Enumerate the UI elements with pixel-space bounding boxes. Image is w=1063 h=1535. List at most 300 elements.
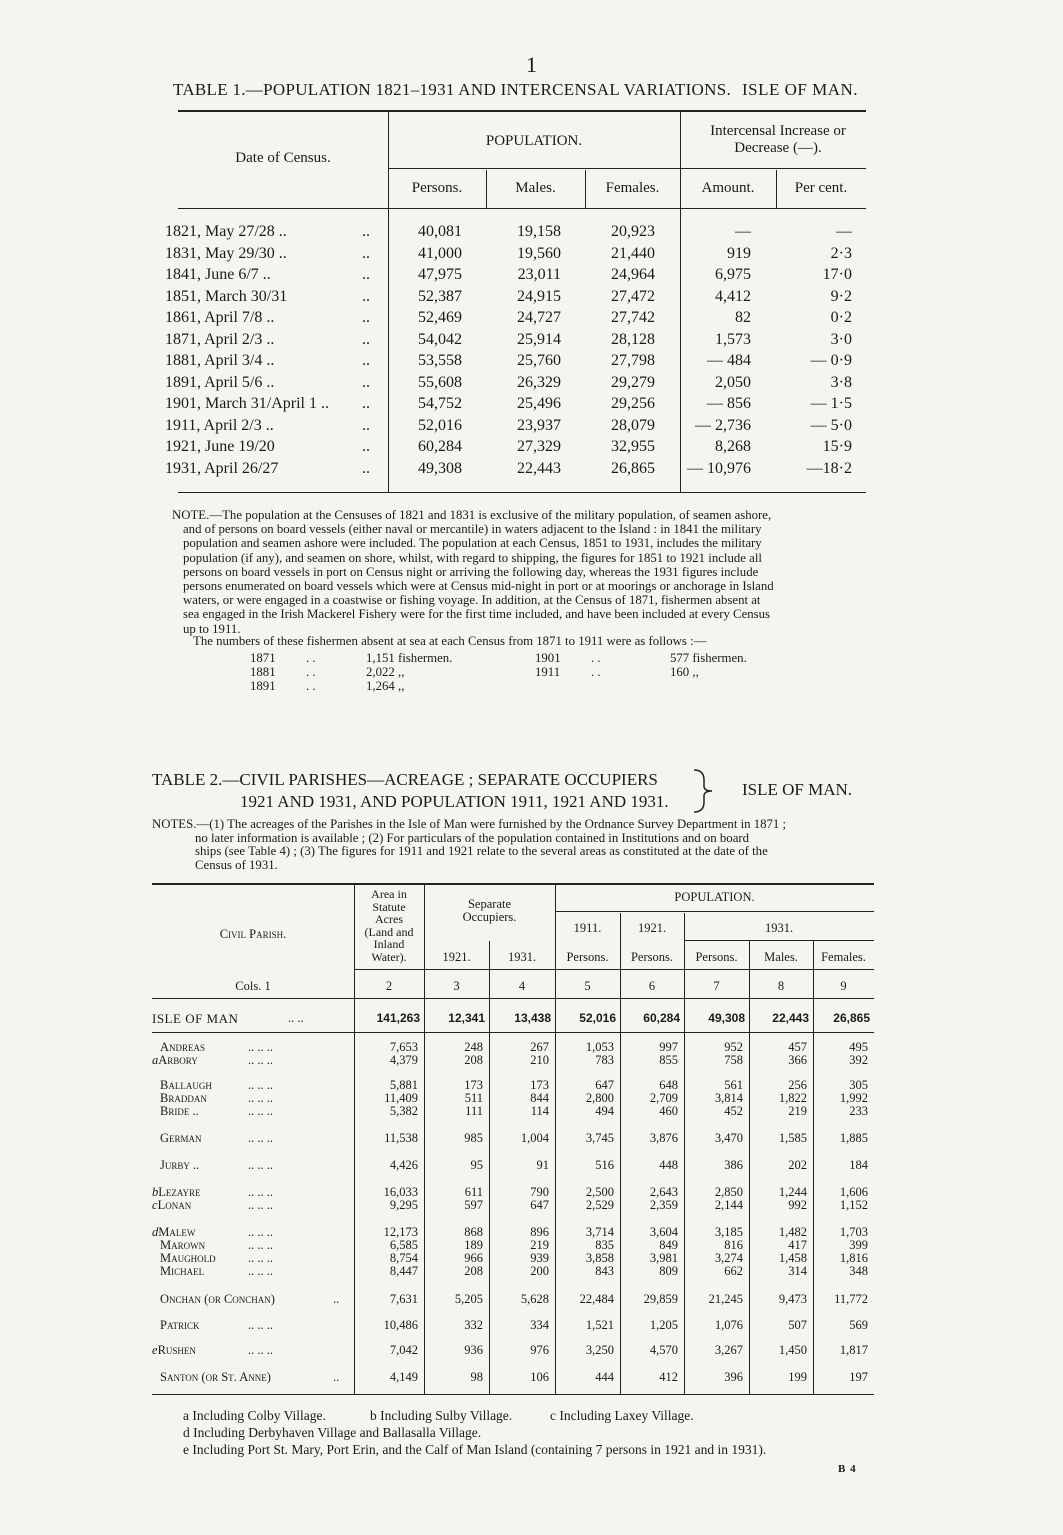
table1-cell: 919 xyxy=(727,244,751,262)
table2-cell: 966 xyxy=(464,1251,483,1265)
leader-dots: .. xyxy=(362,352,370,369)
table2-cell: 29,859 xyxy=(643,1292,678,1306)
table2-cell: 452 xyxy=(724,1104,743,1118)
table2-cell: 1,992 xyxy=(839,1091,868,1105)
table1-cell: — 484 xyxy=(707,352,751,369)
table2-cell: 1,458 xyxy=(778,1251,807,1265)
col-number: 7 xyxy=(713,979,720,993)
note-line: waters, or were engaged in a coastwise or fishing voyage. In addition, at the Census of 1871, fishermen absent at xyxy=(183,593,761,608)
table2-top-rule xyxy=(152,883,874,885)
leader-dots: .. xyxy=(362,438,370,455)
table2-cell: 1,053 xyxy=(585,1040,614,1054)
total-cell: 22,443 xyxy=(772,1011,809,1025)
table1-cell: 24,915 xyxy=(517,287,561,305)
table2-cell: 111 xyxy=(465,1104,483,1118)
table2-cell: 2,643 xyxy=(649,1185,678,1199)
table2-cell: 1,585 xyxy=(778,1131,807,1145)
note-line: NOTE.—The population at the Censuses of 1821 and 1831 is exclusive of the military population, of seamen ashore, xyxy=(172,508,772,522)
table2-cell: 444 xyxy=(595,1370,614,1384)
table2-cell: 494 xyxy=(595,1104,614,1118)
leader-dots: .. .. .. xyxy=(248,1053,273,1067)
table2-title-line2: 1921 AND 1931, AND POPULATION 1911, 1921 AND 1931. xyxy=(240,792,669,811)
notes-line: no later information is available ; (2) For particulars of the population contained in Institutions and on board xyxy=(195,830,750,845)
footnote-marker: b xyxy=(152,1185,159,1199)
table2-cell: 5,382 xyxy=(389,1104,418,1118)
leader-dots: .. .. .. xyxy=(248,1318,273,1332)
table2-cell: 868 xyxy=(464,1225,483,1239)
leader-dots: .. .. .. xyxy=(248,1343,273,1357)
table2-header-parish: Civil Parish. xyxy=(219,927,287,941)
table2-cell: 507 xyxy=(788,1318,807,1332)
table1-cell: 20,923 xyxy=(611,223,655,240)
table2-cell: 516 xyxy=(595,1158,614,1172)
parish-name: Michael xyxy=(160,1264,205,1278)
leader-dots: .. xyxy=(362,373,370,391)
table1-cell: 3·8 xyxy=(830,373,852,391)
table2-rule xyxy=(152,998,874,999)
fishermen-year: 1881 xyxy=(250,665,276,679)
leader-dots: .. .. .. xyxy=(248,1040,273,1054)
table2-cell: 662 xyxy=(724,1264,743,1278)
census-date: 1881, April 3/4 .. xyxy=(165,352,275,369)
note-line: and of persons on board vessels (either naval or mercantile) in waters adjacent to the Island : in 1841 the military xyxy=(183,522,762,537)
table1-cell: 22,443 xyxy=(517,459,561,477)
table2-cell: 11,409 xyxy=(384,1091,418,1105)
leader-dots: .. .. .. xyxy=(248,1198,273,1212)
table1-cell: 29,256 xyxy=(611,395,655,412)
total-cell: 12,341 xyxy=(448,1011,485,1025)
table1-cell: — 2,736 xyxy=(695,416,751,434)
table2-cell: 3,185 xyxy=(714,1225,743,1239)
col-number: 2 xyxy=(385,979,393,993)
table1-header-rule xyxy=(178,208,866,209)
table1-header-males: Males. xyxy=(515,180,556,196)
table1-header-population: POPULATION. xyxy=(485,133,583,149)
col-number: 3 xyxy=(453,979,460,993)
table2-cell: 22,484 xyxy=(579,1292,614,1306)
table1-cell: 1,573 xyxy=(715,330,751,348)
table1-cell: 47,975 xyxy=(418,266,462,283)
table2-cell: 3,274 xyxy=(714,1251,743,1265)
table2-cell: 992 xyxy=(788,1198,807,1212)
table1-cell: — 0·9 xyxy=(810,352,852,369)
table1-cell: 40,081 xyxy=(418,223,462,240)
table2-header-persons-1921: Persons. xyxy=(630,950,674,964)
footnote-a: a Including Colby Village. xyxy=(183,1408,326,1423)
table2-cell: 985 xyxy=(464,1131,483,1145)
table2-cell: 173 xyxy=(530,1078,549,1092)
table2-cell: 1,076 xyxy=(714,1318,743,1332)
table1-cell: 25,914 xyxy=(517,330,561,348)
parish-name: Braddan xyxy=(160,1091,207,1105)
leader-dots: .. xyxy=(362,395,370,412)
table2-cell: 1,152 xyxy=(839,1198,868,1212)
table2-rule xyxy=(684,940,874,941)
table2-cell: 91 xyxy=(536,1158,549,1172)
leader-dots: .. .. .. xyxy=(248,1238,273,1252)
total-cell: 13,438 xyxy=(514,1011,551,1025)
table1-cell: — xyxy=(735,223,751,240)
parish-name: Andreas xyxy=(160,1040,206,1054)
table1-cell: 52,387 xyxy=(418,287,462,305)
table2-cell: 1,606 xyxy=(839,1185,868,1199)
page-number: 1 xyxy=(526,52,537,77)
parish-label: Malew xyxy=(158,1225,196,1239)
table2-cell: 197 xyxy=(849,1370,868,1384)
table2-cell: 202 xyxy=(788,1158,807,1172)
parish-label: Arbory xyxy=(158,1053,198,1067)
fishermen-year: 1871 xyxy=(250,651,276,665)
table1-cell: 54,042 xyxy=(418,330,462,348)
leader-dots: . . xyxy=(591,651,601,665)
parish-name: Santon (or St. Anne) xyxy=(160,1370,271,1384)
table2-cell: 9,295 xyxy=(389,1198,418,1212)
table2-cell: 790 xyxy=(530,1185,549,1199)
leader-dots: .. .. .. xyxy=(248,1158,273,1172)
leader-dots: .. xyxy=(333,1370,340,1384)
table2-cell: 95 xyxy=(470,1158,483,1172)
table2-cell: 561 xyxy=(724,1078,743,1092)
parish-name xyxy=(152,1053,198,1068)
total-cell: 141,263 xyxy=(376,1011,420,1025)
table2-cell: 1,205 xyxy=(649,1318,678,1332)
table2-cell: 648 xyxy=(659,1078,678,1092)
census-date: 1821, May 27/28 .. xyxy=(165,223,287,240)
table1-cell: 21,440 xyxy=(611,244,655,262)
total-cell: 26,865 xyxy=(833,1011,870,1025)
table2-cell: 809 xyxy=(659,1264,678,1278)
table2-cell: 3,876 xyxy=(649,1131,678,1145)
table1-cell: 2·3 xyxy=(830,244,852,262)
table2-cell: 6,585 xyxy=(389,1238,418,1252)
leader-dots: .. .. .. xyxy=(248,1131,273,1145)
fishermen-intro: The numbers of these fishermen absent at sea at each Census from 1871 to 1911 were as follows :— xyxy=(193,634,707,648)
table2-cell: 11,538 xyxy=(384,1131,418,1145)
table2-cell: 392 xyxy=(849,1053,868,1067)
table2-cell: 208 xyxy=(464,1264,483,1278)
table1-cell: — 10,976 xyxy=(687,459,751,477)
parish-name: German xyxy=(160,1131,202,1145)
table1-cell: 53,558 xyxy=(418,352,462,369)
table2-cell: 5,881 xyxy=(389,1078,418,1092)
parish-label: Lezayre xyxy=(158,1185,201,1199)
table2-cell: 1,482 xyxy=(778,1225,807,1239)
table2-cell: 248 xyxy=(464,1040,483,1054)
note-line: sea engaged in the Irish Mackerel Fishery were for the first time included, and have been included at every Census xyxy=(183,607,771,622)
table1-cell: 24,964 xyxy=(611,266,655,283)
table2-header-1911: 1911. xyxy=(573,921,602,935)
table2-cell: 8,754 xyxy=(389,1251,418,1265)
leader-dots: .. xyxy=(362,416,370,434)
table2-rule xyxy=(354,969,874,970)
table2-cell: 647 xyxy=(595,1078,614,1092)
area-header-line: Area in xyxy=(371,887,407,901)
leader-dots: . . xyxy=(306,665,316,679)
printer-signature: B 4 xyxy=(838,1463,857,1475)
table2-cell: 896 xyxy=(530,1225,549,1239)
leader-dots: .. .. .. xyxy=(248,1091,273,1105)
table2-cell: 976 xyxy=(530,1343,549,1357)
table1-cell: 23,011 xyxy=(517,266,561,283)
table2-cell: 334 xyxy=(530,1318,549,1332)
table2-header-occ-1931: 1931. xyxy=(507,950,537,964)
table2-cell: 21,245 xyxy=(708,1292,743,1306)
table2-cell: 399 xyxy=(849,1238,868,1252)
table2-cell: 7,631 xyxy=(389,1292,418,1306)
parish-name xyxy=(152,1198,191,1213)
table2-cell: 184 xyxy=(849,1158,868,1172)
parish-name: Ballaugh xyxy=(160,1078,212,1092)
leader-dots: .. .. .. xyxy=(248,1225,273,1239)
table2-cell: 855 xyxy=(659,1053,678,1067)
table2-cell: 3,858 xyxy=(585,1251,614,1265)
col-number: Cols. 1 xyxy=(235,979,271,993)
leader-dots: .. .. .. xyxy=(248,1264,273,1278)
leader-dots: .. .. .. xyxy=(248,1251,273,1265)
table2-cell: 314 xyxy=(788,1264,807,1278)
parish-name: Bride .. xyxy=(160,1104,199,1118)
table2-header-1931: 1931. xyxy=(764,921,794,935)
census-date: 1861, April 7/8 .. xyxy=(165,309,275,326)
leader-dots: .. xyxy=(362,287,370,305)
table2-cell: 5,628 xyxy=(520,1292,549,1306)
table2-cell: 936 xyxy=(464,1343,483,1357)
table2-cell: 386 xyxy=(724,1158,743,1172)
table2-cell: 219 xyxy=(788,1104,807,1118)
table2-bottom-rule xyxy=(152,1394,874,1395)
leader-dots: .. xyxy=(362,309,370,326)
table2-cell: 396 xyxy=(724,1370,743,1384)
table2-header-females: Females. xyxy=(821,950,866,964)
census-date: 1871, April 2/3 .. xyxy=(165,330,275,348)
area-header-line: Inland xyxy=(373,937,405,951)
fishermen-count: 577 fishermen. xyxy=(670,651,747,665)
fishermen-year: 1901 xyxy=(535,651,561,665)
parish-label: Lonan xyxy=(157,1198,192,1212)
table2-cell: 200 xyxy=(530,1264,549,1278)
table2-cell: 2,500 xyxy=(585,1185,614,1199)
table1-cell: 3·0 xyxy=(830,330,852,348)
table1-cell: 17·0 xyxy=(822,266,852,283)
table2-cell: 7,653 xyxy=(389,1040,418,1054)
table2-cell: 7,042 xyxy=(389,1343,418,1357)
table2-cell: 210 xyxy=(530,1053,549,1067)
table2-rule xyxy=(152,1032,874,1033)
table1-cell: 9·2 xyxy=(830,287,852,305)
footnote-c: c Including Laxey Village. xyxy=(550,1408,694,1423)
table2-header-occ-1921: 1921. xyxy=(442,950,471,964)
census-date: 1901, March 31/April 1 .. xyxy=(165,395,329,412)
table2-cell: 256 xyxy=(788,1078,807,1092)
table1-title: TABLE 1.—POPULATION 1821–1931 AND INTERCENSAL VARIATIONS. xyxy=(173,80,732,99)
table2-cell: 2,850 xyxy=(714,1185,743,1199)
table1-cell: 82 xyxy=(735,309,751,326)
table2-cell: 1,822 xyxy=(778,1091,807,1105)
col-number: 5 xyxy=(584,979,591,993)
footnote-e: e Including Port St. Mary, Port Erin, and the Calf of Man Island (containing 7 persons in 1921 and in 1931). xyxy=(183,1442,767,1457)
leader-dots: .. .. .. xyxy=(248,1185,273,1199)
table1-cell: 32,955 xyxy=(611,438,655,455)
parish-name: Jurby .. xyxy=(160,1158,200,1172)
table1-header-amount: Amount. xyxy=(701,180,755,196)
table2-cell: 849 xyxy=(659,1238,678,1252)
table2-cell: 98 xyxy=(470,1370,483,1384)
leader-dots: .. .. .. xyxy=(248,1104,273,1118)
leader-dots: . . xyxy=(306,651,316,665)
table1-cell: 55,608 xyxy=(418,373,462,391)
table2-rule xyxy=(555,911,874,912)
fishermen-count: 1,264 ,, xyxy=(366,679,405,693)
table2-header-occupiers-1: Separate xyxy=(467,897,512,911)
table2-cell: 460 xyxy=(659,1104,678,1118)
table1-cell: 28,079 xyxy=(611,416,655,434)
table2-cell: 3,981 xyxy=(649,1251,678,1265)
fishermen-count: 160 ,, xyxy=(670,665,699,679)
notes-line: ships (see Table 4) ; (3) The figures for 1911 and 1921 relate to the several areas as constituted at the date of the xyxy=(195,844,768,858)
table1-header-percent: Per cent. xyxy=(794,180,848,196)
area-header-line: Water). xyxy=(371,949,407,964)
parish-name xyxy=(152,1343,196,1358)
table1-subheader-rule xyxy=(388,168,866,169)
table2-cell: 495 xyxy=(849,1040,868,1054)
leader-dots: .. xyxy=(362,459,370,477)
leader-dots: .. xyxy=(362,266,370,283)
table2-cell: 4,149 xyxy=(389,1370,418,1384)
table2-cell: 3,470 xyxy=(714,1131,743,1145)
fishermen-count: 1,151 fishermen. xyxy=(366,651,453,665)
total-cell: 49,308 xyxy=(708,1011,745,1025)
table1-header-females: Females. xyxy=(605,180,660,196)
total-cell: 52,016 xyxy=(579,1011,616,1025)
table2-cell: 348 xyxy=(849,1264,868,1278)
table1-bottom-rule xyxy=(178,492,866,493)
table1-cell: 25,760 xyxy=(517,352,561,369)
table2-cell: 783 xyxy=(595,1053,614,1067)
parish-name: Patrick xyxy=(160,1318,200,1332)
brace-icon xyxy=(688,768,718,814)
table2-cell: 3,604 xyxy=(649,1225,678,1239)
table1-cell: 27,329 xyxy=(517,438,561,455)
census-date: 1831, May 29/30 .. xyxy=(165,244,287,262)
notes-line: NOTES.—(1) The acreages of the Parishes in the Isle of Man were furnished by the Ordnance Survey Department in 1871 ; xyxy=(152,817,787,831)
table1-cell: 24,727 xyxy=(517,309,561,326)
table2-cell: 835 xyxy=(595,1238,614,1252)
table1-cell: 2,050 xyxy=(715,373,751,391)
parish-name: Onchan (or Conchan) xyxy=(160,1292,275,1306)
footnote-d: d Including Derbyhaven Village and Ballasalla Village. xyxy=(183,1425,482,1440)
col-number: 4 xyxy=(518,979,526,993)
table2-header-persons-1911: Persons. xyxy=(566,950,609,964)
table2-cell: 2,800 xyxy=(585,1091,614,1105)
table1-cell: 27,472 xyxy=(611,287,655,305)
table2-cell: 3,814 xyxy=(714,1091,743,1105)
col-number: 8 xyxy=(777,979,785,993)
table1-cell: 52,469 xyxy=(418,309,462,326)
table2-cell: 1,450 xyxy=(778,1343,807,1357)
table2-cell: 3,714 xyxy=(585,1225,614,1239)
table2-header-1921: 1921. xyxy=(637,921,667,935)
leader-dots: .. .. xyxy=(288,1011,304,1025)
table2-header-persons-1931: Persons. xyxy=(695,950,738,964)
table1-cell: 26,329 xyxy=(517,373,561,391)
table2-cell: 16,033 xyxy=(383,1185,418,1199)
table2-cell: 1,004 xyxy=(520,1131,549,1145)
table2-cell: 3,267 xyxy=(714,1343,743,1357)
note-line: persons on board vessels in port on Census night or arriving the following day, whereas the 1931 figures include xyxy=(183,564,759,579)
table2-cell: 1,816 xyxy=(839,1251,868,1265)
table2-cell: 10,486 xyxy=(383,1318,418,1332)
table1-cell: 6,975 xyxy=(715,266,751,283)
table2-cell: 2,359 xyxy=(649,1198,678,1212)
fishermen-count: 2,022 ,, xyxy=(366,665,405,679)
census-date: 1931, April 26/27 xyxy=(165,459,279,477)
census-date: 1891, April 5/6 .. xyxy=(165,373,275,391)
leader-dots: .. xyxy=(362,244,370,262)
parish-name: Maughold xyxy=(160,1251,216,1265)
parish-name: Marown xyxy=(160,1238,206,1252)
table2-cell: 9,473 xyxy=(778,1292,807,1306)
table1-cell: 4,412 xyxy=(715,287,751,305)
table2-cell: 267 xyxy=(530,1040,549,1054)
leader-dots: .. xyxy=(362,330,370,348)
table2-cell: 844 xyxy=(530,1091,549,1105)
table1-cell: —18·2 xyxy=(806,459,852,477)
table2-cell: 758 xyxy=(724,1053,743,1067)
table2-cell: 952 xyxy=(724,1040,743,1054)
area-header-line: Acres xyxy=(375,912,403,926)
table2-cell: 4,570 xyxy=(649,1343,678,1357)
table2-cell: 208 xyxy=(464,1053,483,1067)
area-header-line: Statute xyxy=(372,899,406,914)
table2-cell: 597 xyxy=(464,1198,483,1212)
table2-cell: 417 xyxy=(788,1238,807,1252)
table2-cell: 457 xyxy=(788,1040,807,1054)
total-cell: 60,284 xyxy=(643,1011,680,1025)
table2-cell: 611 xyxy=(464,1185,483,1199)
table1-cell: 19,158 xyxy=(517,223,561,240)
leader-dots: .. .. .. xyxy=(248,1078,273,1092)
footnote-marker: c xyxy=(152,1198,158,1212)
table1-header-change: Intercensal Increase or Decrease (—). xyxy=(710,123,846,156)
table1-cell: 8,268 xyxy=(715,438,751,455)
table1-cell: 19,560 xyxy=(517,244,561,262)
table1-cell: 23,937 xyxy=(517,416,561,434)
table2-cell: 11,772 xyxy=(834,1292,868,1306)
leader-dots: .. xyxy=(362,223,370,240)
table1-cell: 27,798 xyxy=(611,352,655,369)
table1-header-date: Date of Census. xyxy=(235,150,331,166)
table2-cell: 843 xyxy=(595,1264,614,1278)
footnote-marker: d xyxy=(152,1225,159,1239)
footnote-b: b Including Sulby Village. xyxy=(370,1408,513,1423)
table2-cell: 305 xyxy=(849,1078,868,1092)
table2-cell: 647 xyxy=(530,1198,549,1212)
table1-cell: 28,128 xyxy=(611,330,655,348)
notes-line: Census of 1931. xyxy=(195,857,278,872)
table2-cell: 2,709 xyxy=(649,1091,678,1105)
table2-cell: 366 xyxy=(788,1053,807,1067)
census-date: 1911, April 2/3 .. xyxy=(165,416,274,434)
table1-cell: 27,742 xyxy=(611,309,655,326)
table2-cell: 2,144 xyxy=(714,1198,743,1212)
table2-cell: 114 xyxy=(530,1104,549,1118)
table2-cell: 332 xyxy=(464,1318,483,1332)
table1-cell: 29,279 xyxy=(611,373,655,391)
col-number: 9 xyxy=(840,979,847,993)
table2-cell: 412 xyxy=(659,1370,678,1384)
table2-cell: 569 xyxy=(849,1318,868,1332)
leader-dots: . . xyxy=(591,665,601,679)
